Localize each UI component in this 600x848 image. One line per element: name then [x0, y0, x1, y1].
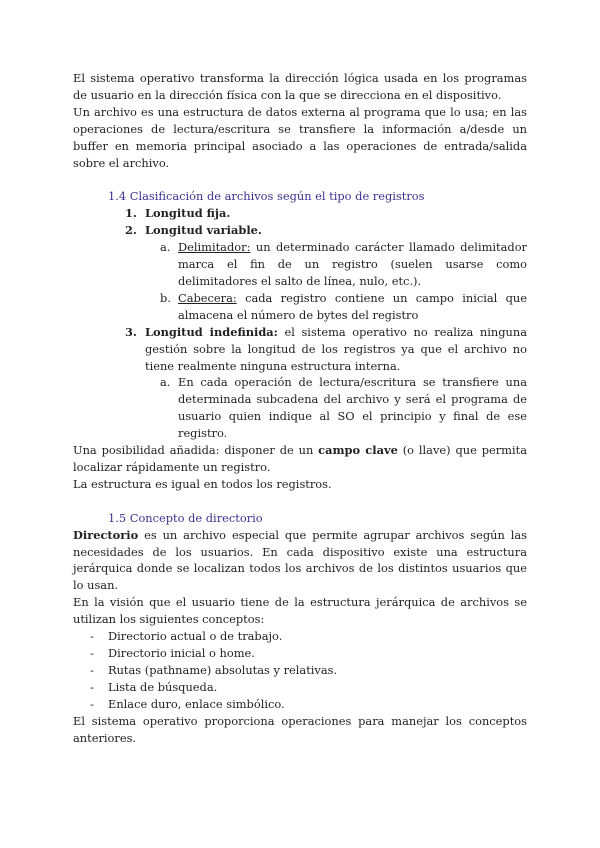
bullet: - — [90, 679, 94, 694]
list-item — [90, 645, 527, 662]
list-item — [125, 324, 527, 375]
list-item — [90, 662, 527, 679]
key-field-post: (o llave) que permita localizar rápidamente un registro. — [73, 443, 527, 474]
directory-text: es un archivo especial que permite agrupar archivos según las necesidades de los usuarios. En cada dispositivo existe una estructura jerárquica donde se localizan todos los archivos de los distintos usuarios que lo usan. — [73, 527, 527, 593]
bullet: - — [90, 646, 94, 660]
list-item-title: Longitud indefinida: — [145, 324, 278, 339]
list-item — [90, 628, 527, 645]
record-types-list — [125, 205, 527, 442]
concept-text: Directorio actual o de trabajo. — [108, 629, 283, 644]
sublist-item — [160, 290, 527, 324]
undefined-length-sublist — [160, 374, 527, 442]
list-item — [90, 696, 527, 713]
concept-text: Rutas (pathname) absolutas y relativas. — [108, 662, 338, 677]
sublist-item — [160, 239, 527, 290]
intro-paragraph-2: Un archivo es una estructura de datos externa al programa que lo usa; en las operaciones de lectura/escritura se transfiere la información a/desde un buffer en memoria principal asociado a las operaciones de entrada/salida sobre el archivo. — [73, 104, 527, 170]
list-item-text: el sistema operativo no realiza ninguna gestión sobre la longitud de los registros ya que el archivo no tiene realmente ninguna estructura interna. — [145, 324, 528, 373]
delimiter-term: Delimitador: — [178, 240, 251, 255]
list-item-title: Longitud variable. — [145, 223, 262, 238]
list-item — [90, 679, 527, 696]
list-item-title: Longitud fija. — [145, 206, 231, 221]
key-field-bold: campo clave — [318, 443, 398, 458]
closing-paragraph: El sistema operativo proporciona operaciones para manejar los conceptos anteriores. — [73, 713, 527, 745]
key-field-pre: Una posibilidad añadida: disponer de un — [73, 443, 319, 458]
section-1-5-heading: 1.5 Concepto de directorio — [108, 510, 263, 525]
header-term: Cabecera: — [178, 290, 237, 305]
list-number: 2. — [125, 223, 137, 238]
bullet: - — [90, 662, 94, 677]
header-text: cada registro contiene un campo inicial que almacena el número de bytes del registro — [178, 290, 527, 322]
directory-term: Directorio — [73, 527, 139, 542]
sublist-letter: b. — [160, 290, 171, 305]
concept-text: Lista de búsqueda. — [108, 679, 218, 694]
list-number: 1. — [125, 206, 137, 221]
variable-length-sublist — [160, 239, 527, 324]
delimiter-text: un determinado carácter llamado delimitador marca el fin de un registro (suelen usarse como delimitadores el salto de línea, nulo, etc.). — [178, 240, 527, 288]
bullet: - — [90, 629, 94, 644]
directory-definition — [73, 527, 527, 595]
concept-text: Directorio inicial o home. — [108, 646, 255, 660]
list-item — [125, 222, 527, 239]
concepts-list — [90, 628, 527, 713]
sublist-text: En cada operación de lectura/escritura se transfiere una determinada subcadena del archivo y será el programa de usuario quien indique al SO el principio y final de ese registro. — [178, 375, 527, 441]
section-1-4-heading: 1.4 Clasificación de archivos según el tipo de registros — [108, 189, 425, 204]
concepts-intro: En la visión que el usuario tiene de la estructura jerárquica de archivos se utilizan los siguientes conceptos: — [73, 595, 527, 627]
concept-text: Enlace duro, enlace simbólico. — [108, 696, 285, 711]
list-number: 3. — [125, 324, 137, 339]
document-content — [73, 70, 527, 746]
sublist-letter: a. — [160, 240, 171, 255]
sublist-item — [160, 374, 527, 442]
bullet: - — [90, 696, 94, 711]
intro-paragraph-1: El sistema operativo transforma la dirección lógica usada en los programas de usuario en la dirección física con la que se direcciona en el dispositivo. — [73, 71, 527, 102]
key-field-paragraph — [73, 442, 527, 476]
sublist-letter: a. — [160, 375, 171, 390]
list-item — [125, 205, 527, 222]
structure-paragraph: La estructura es igual en todos los registros. — [73, 476, 332, 491]
